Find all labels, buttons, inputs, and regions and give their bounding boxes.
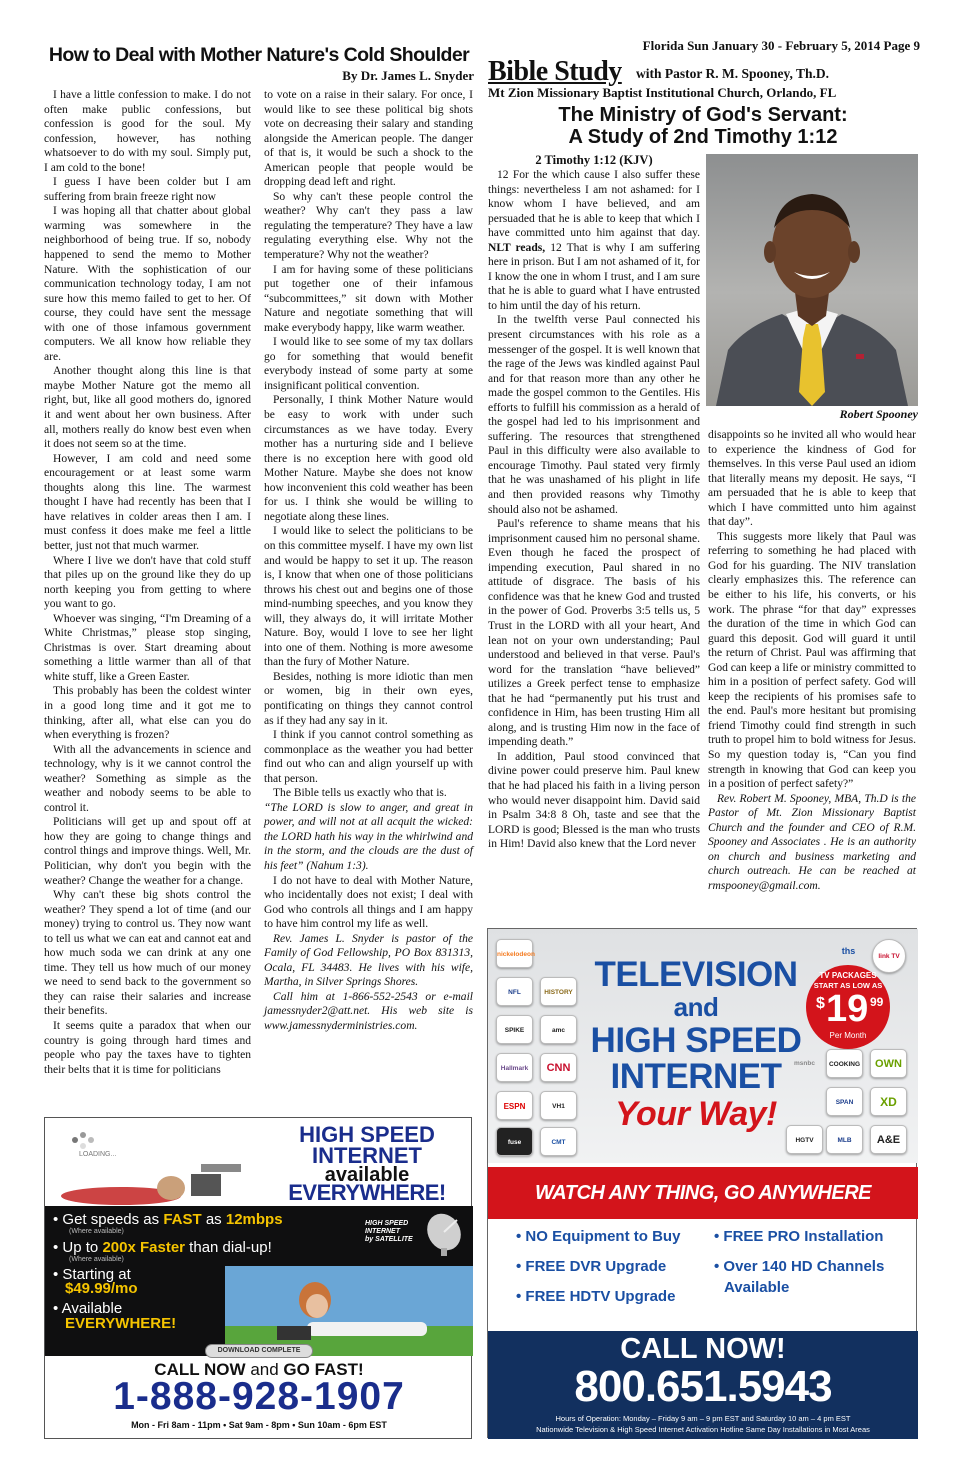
satellite-dish-icon xyxy=(421,1210,467,1256)
left-article-headline: How to Deal with Mother Nature's Cold Shoulder xyxy=(48,44,470,66)
feature-price-label-text: Starting at xyxy=(62,1266,131,1283)
price-per-month: Per Month xyxy=(829,1031,867,1040)
channel-logo-ae: A&E xyxy=(870,1125,907,1154)
television-ad xyxy=(487,928,917,1438)
feature-faster-text-a: Up to xyxy=(62,1239,103,1256)
author-bio-text: Rev. James L. Snyder is pastor of the Family of God Fellowship, PO Box 831313, Ocala, FL 34483. He lives with his wife, Martha, in Silver Springs Shores. xyxy=(264,932,473,989)
paragraph: It seems quite a paradox that when our country is going through hard times and people who pay the taxes have to tighten their belts that it is time for politicians xyxy=(44,1020,251,1076)
channel-logo-link-tv: link TV xyxy=(872,939,906,973)
tv-headline-television: TELEVISION xyxy=(594,955,798,994)
feature-speed-text-a: Get speeds as xyxy=(62,1211,164,1228)
bible-study-column-1 xyxy=(488,168,700,910)
tv-feature-hd-channels: • Over 140 HD Channels xyxy=(714,1258,885,1275)
feature-speed-value: 12mbps xyxy=(225,1211,283,1228)
paragraph: This suggests more likely that Paul was referring to something he had placed with God for his guarding. The NIV translation clearly emphasizes this. The reference can be either to his life, his converts, or his work. The phrase “for that day” expresses the duration of the time in which God can guard this deposit. God will guard it until the return of Christ. Paul was affirming that God can keep a life or ministry committed to him in a position of perfect safety. God will keep the recipients of his promises safe to the end. Paul's more hesitant but promising friend Timothy could find strength in such truth to propel him to bold witness for Jesus. So my question today is, “Can you find strength in knowing that God can keep you in a position of perfect safety?” xyxy=(708,530,916,791)
feature-price-value: $49.99/mo xyxy=(65,1280,138,1297)
feature-speed: • Get speeds as FAST as 12mbps xyxy=(53,1211,283,1228)
paragraph: I think if you cannot control something as commonplace as the weather you had better find out who can and align yourself up with that person. xyxy=(264,729,473,785)
feature-speed-fast: FAST xyxy=(163,1211,202,1228)
where-available-note: (Where available) xyxy=(69,1228,124,1235)
feature-faster: • Up to 200x Faster than dial-up! xyxy=(53,1239,272,1256)
channel-logo-espn: ESPN xyxy=(496,1091,533,1120)
tv-slogan-band: WATCH ANY THING, GO ANYWHERE xyxy=(488,1167,918,1219)
verse-kjv: 12 For the which cause I also suffer these things: nevertheless I am not ashamed: for I know whom I have believed, and am persuaded that he is able to keep that which I have committed unto him against that day. xyxy=(488,169,700,240)
author-bio-text: Rev. Robert M. Spooney, MBA, Th.D is the Pastor of Mt. Zion Missionary Baptist Church and the founder and CEO of R.M. Spooney and Associates . He is an authority on church and business marketing and church outreach. He can be reached at rmspooney@gmail.com. xyxy=(708,792,916,892)
paragraph: to vote on a raise in their salary. For once, I would like to see these political big shots vote on decreasing their salary and standing alongside the American people. The danger of that is, it would be such a shock to the American people that people would be dropping dead left and right. xyxy=(264,89,473,189)
tv-headline-and: and xyxy=(673,992,719,1022)
tv-price-badge xyxy=(806,965,890,1049)
paragraph: I would like to see some of my tax dollars go for something that would benefit everybody instead of some party at some insignificant political convention. xyxy=(264,336,473,392)
tv-phone-number[interactable]: 800.651.5943 xyxy=(574,1362,832,1411)
pastor-portrait-photo xyxy=(706,154,918,406)
tv-feature-hd-channels-available: Available xyxy=(724,1279,790,1296)
tv-call-area xyxy=(488,1331,918,1439)
call-and-text: and xyxy=(245,1360,284,1379)
paragraph: I guess I have been colder but I am suffering from brain freeze right now xyxy=(44,176,251,203)
channel-logo-vh1: VH1 xyxy=(540,1091,577,1120)
tv-feature-dvr: • FREE DVR Upgrade xyxy=(516,1258,667,1275)
bible-study-author: with Pastor R. M. Spooney, Th.D. xyxy=(636,66,830,81)
bible-study-church: Mt Zion Missionary Baptist Institutional Church, Orlando, FL xyxy=(488,85,837,100)
author-contact xyxy=(264,990,473,1034)
channel-logo-cmt: CMT xyxy=(540,1127,577,1156)
channel-logo-fuse: fuse xyxy=(496,1127,533,1156)
price-line-2: START AS LOW AS xyxy=(813,981,883,990)
internet-ad-hours: Mon - Fri 8am - 11pm • Sat 9am - 8pm • Sun 10am - 6pm EST xyxy=(131,1420,387,1430)
photo-caption: Robert Spooney xyxy=(839,407,918,421)
channel-logo-amc: amc xyxy=(540,1015,577,1044)
ad-title-line-1: HIGH SPEED xyxy=(299,1122,435,1147)
author-bio xyxy=(264,932,473,990)
scripture-reference: 2 Timothy 1:12 (KJV) xyxy=(535,153,653,167)
paragraph: In addition, Paul stood convinced that divine power could preserve him. Paul knew that he had placed his faith in a living person who would never disappoint him. David said in Psalm 34:8 8 Oh, taste and see that the LORD is good; Blessed is the man who trusts in Him! David also knew that the Lord never xyxy=(488,750,700,851)
paragraph: So why can't these people control the weather? Why can't they pass a law regulating the temperature? They have a law regulating everything else. Why not the temperature? Why not the weather? xyxy=(264,190,473,262)
satellite-label-line-1: HIGH SPEED xyxy=(365,1220,409,1227)
tv-feature-no-equipment: • NO Equipment to Buy xyxy=(516,1228,681,1245)
price-main: 19 xyxy=(826,988,869,1030)
bible-study-headline xyxy=(488,104,918,148)
bible-study-title: Bible Study xyxy=(488,56,622,87)
paragraph: I was hoping all that chatter about global warming was somewhere in the neighborhood of being true. If so, nobody happened to send the memo to Mother Nature. With the sophistication of our communication technology today, I am not sure how this memo failed to get to her. Of course, they could have sent the message with one of those infamous government computers. We all know how reliable they are. xyxy=(44,205,251,363)
paragraph: Whoever was singing, “I'm Dreaming of a White Christmas,” please stop singing, Christmas is over. Start dreaming about something a little warmer than all of that white stuff, like a Green Easter. xyxy=(44,612,251,683)
feature-faster-text-c: than dial-up! xyxy=(185,1239,272,1256)
tv-hotline: Nationwide Television & High Speed Internet Activation Hotline Same Day Installations in Most Areas xyxy=(536,1425,870,1434)
bible-study-headline-line-1: The Ministry of God's Servant: xyxy=(558,104,848,126)
tv-hours: Hours of Operation: Monday – Friday 9 am – 9 pm EST and Saturday 10 am – 4 pm EST xyxy=(555,1414,851,1423)
paragraph: Personally, I think Mother Nature would be easy to work with under such circumstances as we have today. Every mother has a nurturing side and I believe there is no exception here with good old Mother Nature. Maybe she does not know how inconvenient this cold weather has been for us. I think she would be willing to negotiate along these lines. xyxy=(264,394,473,523)
ad-title-line-3: available xyxy=(324,1164,410,1186)
paragraph: The Bible tells us exactly who that is. xyxy=(273,787,447,800)
left-article-column-2 xyxy=(264,88,473,1108)
page-folio: Florida Sun January 30 - February 5, 2014 Page 9 xyxy=(642,38,920,53)
verse-nlt: 12 That is why I am suffering here in prison. But I am not ashamed of it, for I know the one in whom I trust, and I am sure that he is able to guard what I have entrusted to him until the day of his return. xyxy=(488,241,700,312)
price-line-1: TV PACKAGES xyxy=(819,971,877,980)
tv-headline-high-speed: HIGH SPEED xyxy=(590,1021,802,1060)
left-article-byline: By Dr. James L. Snyder xyxy=(342,68,474,83)
tv-feature-hdtv: • FREE HDTV Upgrade xyxy=(516,1288,676,1305)
channel-logo-hgtv: HGTV xyxy=(786,1125,823,1154)
channel-logo-hallmark: Hallmark xyxy=(496,1053,533,1082)
feature-available-value: EVERYWHERE! xyxy=(65,1315,177,1332)
channel-logo-history: HISTORY xyxy=(540,977,577,1006)
author-bio xyxy=(708,792,916,894)
download-complete-badge: DOWNLOAD COMPLETE xyxy=(205,1344,313,1358)
satellite-internet-ad xyxy=(44,1117,472,1439)
woman-with-laptop-illustration xyxy=(225,1266,473,1356)
channel-logo-nfl: NFL xyxy=(496,977,533,1006)
ad-title-line-2: INTERNET xyxy=(312,1143,422,1168)
author-contact-text: Call him at 1-866-552-2543 or e-mail jamessnyder2@att.net. His web site is www.jamessnyderministries.com. xyxy=(264,990,473,1032)
feature-speed-text-c: as xyxy=(201,1211,226,1228)
paragraph: I would like to select the politicians to be on this committee myself. I have my own list and would be happy to set it up. The reason is, I know that when one of those politicians throws his chest out and begins one of those mind-numbing speeches, and you know they will, they always do, it will irritate Mother Nature. Boy, would I love to see her light into one of them. Nothing is more awesome than the fury of Mother Nature. xyxy=(264,525,473,669)
paragraph: Why can't these big shots control the weather? They spend a lot of time (and our money) trying to control us. They now want to tell us what we can eat and cannot eat and how much soda we can drink at any one time. They tell us how much of our money we need to send back to the government so they can raise their salaries and increase their benefits. xyxy=(44,889,251,1018)
verse-paragraph xyxy=(488,168,700,313)
paragraph: With all the advancements in science and technology, why is it we cannot control the weather? Something as simple as the weather and nobody seems to be able to control it. xyxy=(44,743,251,814)
price-cents: 99 xyxy=(870,995,884,1009)
satellite-label-line-3: by SATELLITE xyxy=(365,1236,413,1243)
go-fast-text: GO FAST! xyxy=(283,1360,364,1379)
satellite-label-line-2: INTERNET xyxy=(365,1228,400,1235)
paragraph: Besides, nothing is more idiotic than men or women, big in their own eyes, pontificating on things they cannot control as if they had any say in it. xyxy=(264,670,473,727)
where-available-note: (Where available) xyxy=(69,1256,124,1263)
channel-logo-wall xyxy=(488,929,918,1163)
satellite-label xyxy=(365,1220,413,1244)
tv-feature-pro-installation: • FREE PRO Installation xyxy=(714,1228,884,1245)
paragraph: However, I am cold and need some encouragement or at least some warm thoughts along this line. The warmest thought I have had recently has been that I have relatives in colder areas then I am. I must confess it does make me feel a little better, just not that much warmer. xyxy=(44,452,251,552)
channel-logo-own: OWN xyxy=(870,1049,907,1078)
bible-study-column-2 xyxy=(708,428,916,913)
left-article-column-1 xyxy=(44,88,251,1108)
feature-faster-value: 200x Faster xyxy=(102,1239,186,1256)
feature-price-label: • Starting at xyxy=(53,1266,131,1283)
channel-logo-cspan: SPAN xyxy=(826,1087,863,1116)
bible-study-headline-line-2: A Study of 2nd Timothy 1:12 xyxy=(568,126,838,148)
paragraph: This probably has been the coldest winter in a good long time and it got me to thinking, after all, what else can you do when everything is frozen? xyxy=(44,685,251,742)
feature-available-label: • Available xyxy=(53,1300,123,1317)
paragraph: I am for having some of these politicians put together one of their infamous “subcommittees,” sit down with Mother Nature and negotiate something that will make everybody happy, like warm weather. xyxy=(264,263,473,334)
channel-logo-xd: XD xyxy=(870,1087,907,1116)
loading-label: LOADING... xyxy=(79,1151,117,1158)
scripture-quote-text: “The LORD is slow to anger, and great in power, and will not at all acquit the wicked: the LORD hath his way in the whirlwind and in the storm, and the clouds are the dust of his feet” (Nahum 1:3). xyxy=(264,801,473,872)
channel-logo-cooking: COOKING xyxy=(826,1049,863,1078)
paragraph: I have a little confession to make. I do not often make public confessions, but confession is good for the soul. My confession, however, has nothing whatsoever to do with my soul. Simply put, I am cold to the bone! xyxy=(44,89,251,174)
ad-title-line-4: EVERYWHERE! xyxy=(288,1180,446,1205)
tv-headline-your-way: Your Way! xyxy=(615,1095,777,1133)
tv-headline-internet: INTERNET xyxy=(610,1057,782,1096)
channel-logo-msnbc: msnbc xyxy=(794,1060,815,1067)
call-now-text: CALL NOW xyxy=(154,1360,246,1379)
price-dollar-sign: $ xyxy=(816,995,825,1012)
channel-logo-ths: ths xyxy=(841,946,856,956)
scripture-quote xyxy=(264,801,473,874)
channel-logo-cnn: CNN xyxy=(540,1053,577,1082)
channel-logo-spike: SPIKE xyxy=(496,1015,533,1044)
frustrated-person-illustration xyxy=(51,1162,261,1206)
paragraph: I do not have to deal with Mother Nature, who incidentally does not exist; I deal with God who controls all things and I am happy to have him control my life as well. xyxy=(264,874,473,931)
tv-call-now: CALL NOW! xyxy=(620,1333,786,1365)
nlt-label: NLT reads, xyxy=(488,241,546,254)
paragraph: In the twelfth verse Paul connected his present circumstances with his role as a messenger of the gospel. It is well known that the rage of the Jews was kindled against Paul and for that reason more than any other he made the gospel common to the Gentiles. His efforts to fulfill his commission as a herald of the gospel had led to his imprisonment and suffering. The resources that strengthened Paul in this difficulty were also available to encourage Timothy. Paul stated very firmly that he was unashamed of his plight in life and then provided reasons why Timothy should also not be ashamed. xyxy=(488,314,700,516)
feature-available-label-text: Available xyxy=(61,1300,123,1317)
channel-logo-nickelodeon: nickelodeon xyxy=(496,939,533,968)
paragraph: Paul's reference to shame means that his imprisonment caused him no personal shame. Even though he faced the prospect of impending execution, Paul shared in no attitude of disgrace. The basis of his confidence was that he knew God and trusted in the power of God. Proverbs 3:5 tells us, 5 Trust in the LORD with all your heart, And lean not on your own understanding; Paul understood and believed in that verse. Paul's word for the translation “have believed” utilizes a Greek perfect tense to emphasize that he had “permanently put his trust and confidence in Him, has been trusting Him all along, and is trusting Him now in the face of impending death.” xyxy=(488,518,700,749)
paragraph: disappoints so he invited all who would hear to experience the kindness of God for themselves. In this verse Paul used an idiom that literally means my deposit. He says, “I am persuaded that he is able to keep that which I have committed unto him against that day”. xyxy=(708,429,916,529)
paragraph: Politicians will get up and spout off at how they are going to change things and control things and improve things. Well, Mr. Politician, why don't you begin with the weather? Change the weather for a change. xyxy=(44,816,251,887)
paragraph: Another thought along this line is that maybe Mother Nature got the memo all right, but, like all good mothers do, ignored it and went about her own business. After all, mothers really do know best even when it does not seem so at the time. xyxy=(44,365,251,451)
ad-features-band xyxy=(45,1206,473,1356)
channel-logo-mlb: MLB xyxy=(826,1125,863,1154)
portrait-illustration xyxy=(706,154,918,406)
internet-ad-phone-number[interactable]: 1-888-928-1907 xyxy=(113,1375,405,1418)
paragraph: Where I live we don't have that cold stuff that piles up on the ground like they do up north keeping you from getting to where you want to go. xyxy=(44,554,251,611)
